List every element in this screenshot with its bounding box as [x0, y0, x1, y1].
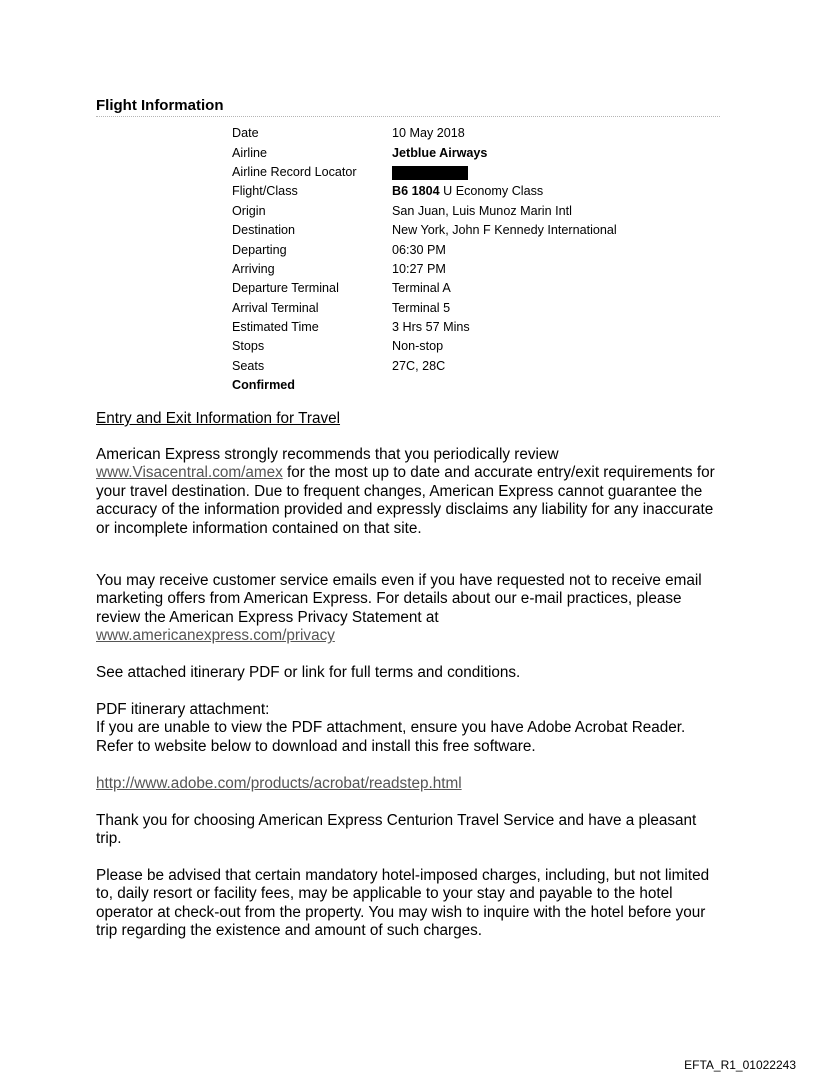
hotel-notice-text: Please be advised that certain mandatory hotel-imposed charges, including, but not limited to, daily resort or facility fees, may be applicable to your stay and payable to the hotel operator at check-out from the property. You may wish to inquire with the hotel before your trip regarding the existence and amount of such charges. — [96, 867, 710, 940]
row-record-locator — [232, 163, 617, 182]
entry-exit-heading — [96, 410, 726, 428]
value-departing: 06:30 PM — [392, 242, 446, 257]
value-stops: Non-stop — [392, 339, 444, 354]
label-destination: Destination — [232, 223, 296, 238]
flight-class: U Economy Class — [443, 184, 544, 199]
row-date — [232, 124, 617, 143]
label-departure-terminal: Departure Terminal — [232, 281, 339, 296]
value-arrival-terminal: Terminal 5 — [392, 300, 451, 315]
value-flight-class — [392, 184, 543, 199]
label-departing: Departing — [232, 242, 287, 257]
entry-exit-line1: American Express strongly recommends that you periodically review — [96, 446, 559, 463]
privacy-link[interactable]: www.americanexpress.com/privacy — [96, 627, 335, 645]
value-airline: Jetblue Airways — [392, 145, 488, 160]
entry-exit-title: Entry and Exit Information for Travel — [96, 410, 341, 427]
row-destination — [232, 221, 617, 240]
flight-info-table — [232, 124, 617, 395]
row-stops — [232, 337, 617, 356]
label-estimated-time: Estimated Time — [232, 320, 319, 335]
pdf-title: PDF itinerary attachment: — [96, 701, 270, 718]
row-estimated-time — [232, 318, 617, 337]
pdf-text: If you are unable to view the PDF attachment, ensure you have Adobe Acrobat Reader. Refer to website below to download and install this free software. — [96, 719, 686, 755]
row-arrival-terminal — [232, 299, 617, 318]
label-origin: Origin — [232, 203, 266, 218]
value-arriving: 10:27 PM — [392, 261, 446, 276]
row-origin — [232, 202, 617, 221]
document-id: EFTA_R1_01022243 — [684, 1058, 796, 1072]
row-departing — [232, 240, 617, 259]
entry-exit-paragraph — [96, 446, 726, 538]
section-title: Flight Information — [96, 97, 720, 117]
value-destination: New York, John F Kennedy International — [392, 223, 617, 238]
row-arriving — [232, 260, 617, 279]
value-origin: San Juan, Luis Munoz Marin Intl — [392, 203, 572, 218]
label-airline: Airline — [232, 145, 267, 160]
pdf-paragraph — [96, 701, 726, 756]
label-seats: Seats — [232, 358, 265, 373]
label-record-locator: Airline Record Locator — [232, 164, 357, 179]
flight-number: B6 1804 — [392, 184, 440, 199]
value-date: 10 May 2018 — [392, 126, 465, 141]
privacy-paragraph — [96, 572, 726, 646]
privacy-text: You may receive customer service emails even if you have requested not to receive email marketing offers from American Express. For details about our e-mail practices, please review the American Express Privacy Statement at — [96, 572, 702, 626]
thanks-text: Thank you for choosing American Express Centurion Travel Service and have a pleasant trip. — [96, 812, 697, 848]
visacentral-link[interactable]: www.Visacentral.com/amex — [96, 464, 283, 482]
value-record-locator-redacted — [392, 165, 468, 180]
value-estimated-time: 3 Hrs 57 Mins — [392, 320, 470, 335]
label-flight-class: Flight/Class — [232, 184, 298, 199]
adobe-link-paragraph — [96, 775, 726, 793]
adobe-link[interactable]: http://www.adobe.com/products/acrobat/readstep.html — [96, 775, 462, 792]
label-date: Date — [232, 126, 259, 141]
label-stops: Stops — [232, 339, 265, 354]
attached-paragraph — [96, 664, 726, 682]
hotel-notice-paragraph — [96, 867, 726, 941]
value-departure-terminal: Terminal A — [392, 281, 451, 296]
row-status — [232, 376, 617, 395]
label-arriving: Arriving — [232, 261, 275, 276]
label-arrival-terminal: Arrival Terminal — [232, 300, 319, 315]
row-departure-terminal — [232, 279, 617, 298]
status-confirmed: Confirmed — [232, 378, 295, 393]
row-airline — [232, 143, 617, 162]
row-seats — [232, 357, 617, 376]
redaction-block — [392, 166, 468, 180]
attached-text: See attached itinerary PDF or link for full terms and conditions. — [96, 664, 521, 681]
value-seats: 27C, 28C — [392, 358, 446, 373]
thanks-paragraph — [96, 812, 726, 849]
row-flight-class — [232, 182, 617, 201]
entry-exit-rest: for the most up to date and accurate entry/exit requirements for your travel destination. Due to frequent changes, American Express cannot guarantee the accuracy of the information provided and expressly disclaims any liability for any inaccurate or incomplete information contained on that site. — [96, 464, 715, 537]
